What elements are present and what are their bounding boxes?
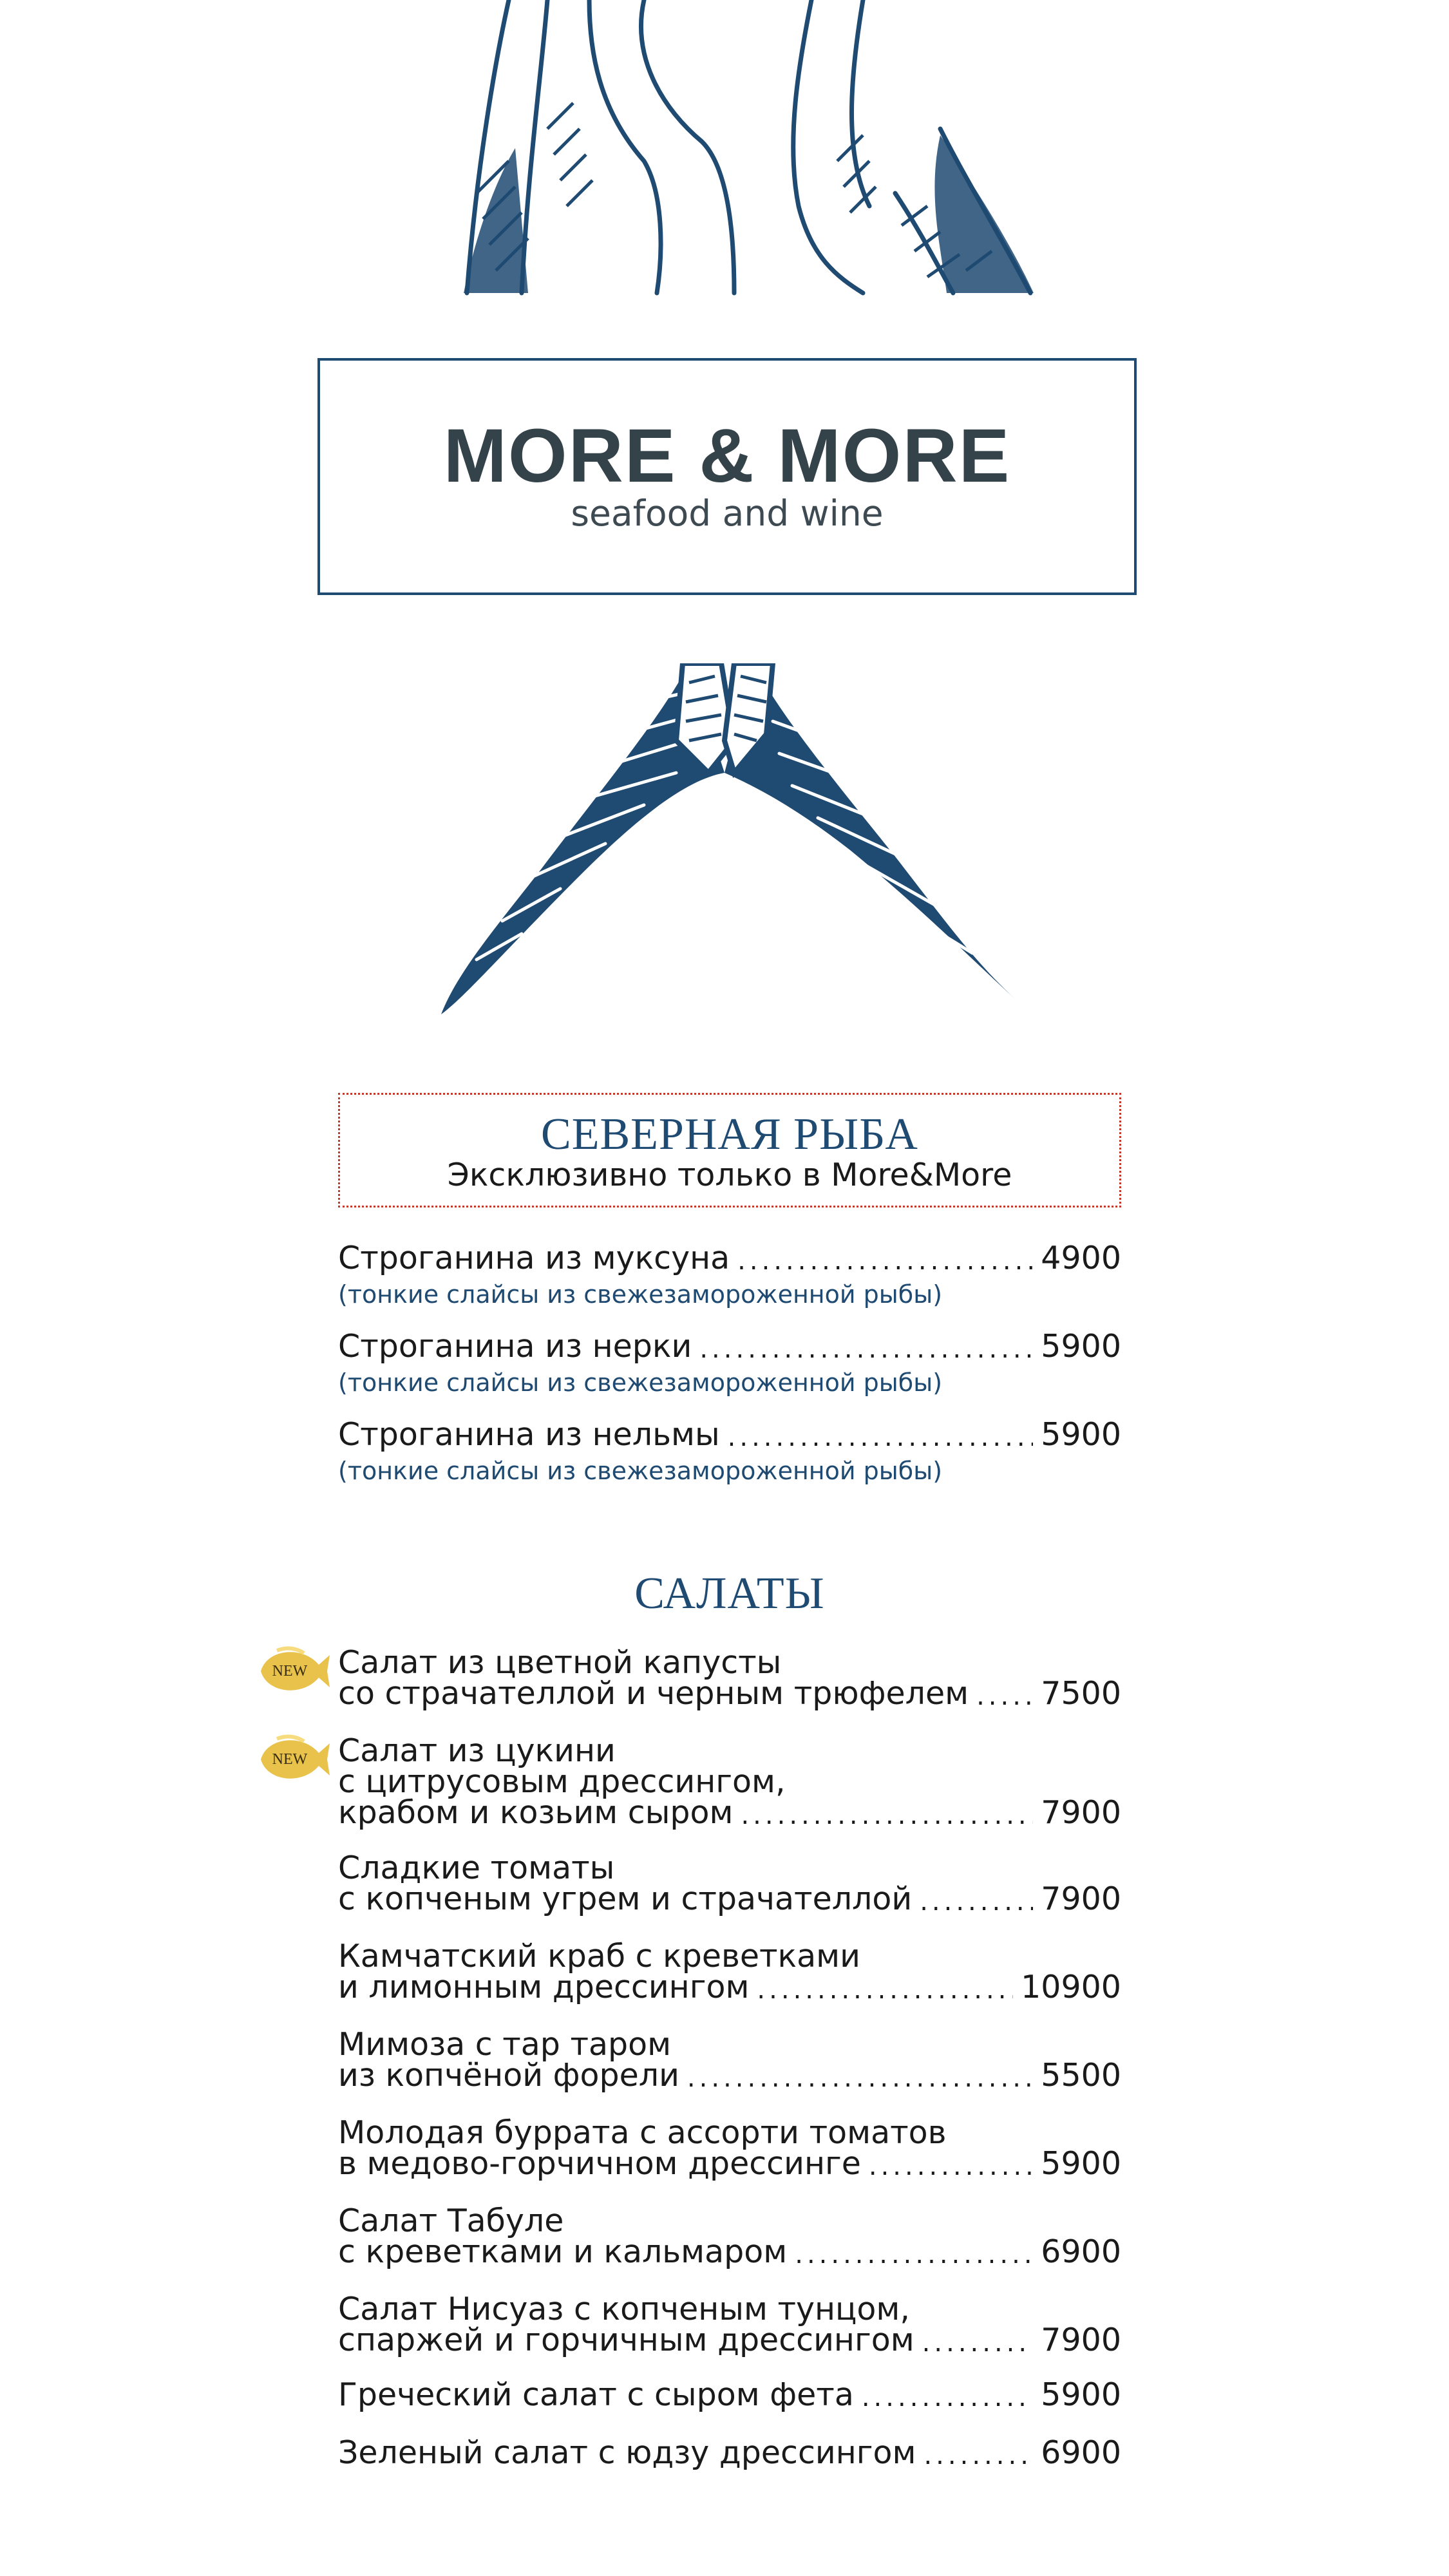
item-name-line: Сладкие томаты xyxy=(338,1850,615,1886)
menu-item xyxy=(338,2026,1121,2094)
menu-item xyxy=(338,1732,1121,1831)
menu-item xyxy=(338,2376,1121,2413)
dot-leader xyxy=(757,1977,1013,2003)
fish-tail-illustration-top xyxy=(451,0,1043,296)
item-name-line: с креветками и кальмаром xyxy=(338,2233,788,2270)
item-name-line: из копчёной форели xyxy=(338,2057,679,2094)
item-name: Строганина из нельмы xyxy=(338,1416,720,1453)
item-price: 7500 xyxy=(1041,1675,1121,1712)
item-name-line: со страчателлой и черным трюфелем xyxy=(338,1675,969,1712)
dot-leader xyxy=(862,2385,1033,2410)
dot-leader xyxy=(699,1336,1033,1362)
item-name-line: Камчатский краб с креветками xyxy=(338,1938,860,1975)
new-badge-label: NEW xyxy=(272,1662,308,1680)
item-price: 5900 xyxy=(1041,2145,1121,2182)
dot-leader xyxy=(920,1889,1033,1915)
dot-leader xyxy=(795,2242,1033,2268)
new-badge xyxy=(258,1734,332,1785)
dot-leader xyxy=(737,1248,1033,1274)
menu-item xyxy=(338,2202,1121,2270)
dot-leader xyxy=(976,1683,1033,1709)
menu-item xyxy=(338,1938,1121,2005)
item-price: 7900 xyxy=(1041,1794,1121,1831)
section-title-salads: САЛАТЫ xyxy=(634,1569,825,1618)
item-name: Строганина из муксуна xyxy=(338,1240,730,1276)
dot-leader xyxy=(869,2154,1033,2179)
item-name: Греческий салат с сыром фета xyxy=(338,2376,854,2413)
section-subtitle: Эксклюзивно только в More&More xyxy=(447,1157,1012,1193)
restaurant-name: MORE & MORE xyxy=(443,413,1011,498)
menu-item xyxy=(338,2434,1121,2471)
item-note: (тонкие слайсы из свежезамороженной рыбы) xyxy=(338,1457,943,1485)
section-title: СЕВЕРНАЯ РЫБА xyxy=(541,1110,918,1159)
menu-item xyxy=(338,1644,1121,1712)
item-name-line: Молодая буррата с ассорти томатов xyxy=(338,2114,947,2151)
item-name-line: Салат Табуле xyxy=(338,2202,564,2239)
new-badge-label: NEW xyxy=(272,1750,308,1768)
item-price: 6900 xyxy=(1041,2233,1121,2270)
item-name-line: Салат Нисуаз с копченым тунцом, xyxy=(338,2291,910,2327)
dot-leader xyxy=(741,1803,1033,1828)
item-name-line: Мимоза с тар таром xyxy=(338,2026,672,2063)
item-price: 7900 xyxy=(1041,2322,1121,2358)
menu-item xyxy=(338,2291,1121,2358)
dot-leader xyxy=(687,2065,1033,2091)
item-name-line: в медово-горчичном дрессинге xyxy=(338,2145,861,2182)
item-name-line: крабом и козьим сыром xyxy=(338,1794,734,1831)
dot-leader xyxy=(728,1425,1034,1450)
item-price: 5500 xyxy=(1041,2057,1121,2094)
item-price: 5900 xyxy=(1041,2376,1121,2413)
item-note: (тонкие слайсы из свежезамороженной рыбы) xyxy=(338,1280,943,1309)
section-header-northern-fish xyxy=(338,1093,1121,1208)
menu-item xyxy=(338,1416,1121,1485)
restaurant-tagline: seafood and wine xyxy=(571,493,884,534)
item-name-line: с копченым угрем и страчателлой xyxy=(338,1880,913,1917)
item-name-line: и лимонным дрессингом xyxy=(338,1969,750,2005)
item-price: 5900 xyxy=(1041,1328,1121,1365)
item-price: 6900 xyxy=(1041,2434,1121,2471)
item-name: Зеленый салат с юдзу дрессингом xyxy=(338,2434,916,2471)
new-badge xyxy=(258,1645,332,1697)
item-price: 10900 xyxy=(1021,1969,1121,2005)
item-price: 4900 xyxy=(1041,1240,1121,1276)
item-name-line: Салат из цветной капусты xyxy=(338,1644,782,1681)
fish-tail-illustration xyxy=(431,663,1024,1024)
menu-item xyxy=(338,2114,1121,2182)
item-price: 7900 xyxy=(1041,1880,1121,1917)
menu-item xyxy=(338,1328,1121,1397)
item-name-line: Салат из цукини xyxy=(338,1732,616,1769)
menu-item xyxy=(338,1850,1121,1917)
item-name-line: спаржей и горчичным дрессингом xyxy=(338,2322,914,2358)
item-name: Строганина из нерки xyxy=(338,1328,692,1365)
menu-item xyxy=(338,1240,1121,1309)
dot-leader xyxy=(923,2443,1033,2468)
item-note: (тонкие слайсы из свежезамороженной рыбы) xyxy=(338,1368,943,1397)
dot-leader xyxy=(922,2330,1034,2356)
item-price: 5900 xyxy=(1041,1416,1121,1453)
logo-box xyxy=(317,358,1137,595)
item-name-line: с цитрусовым дрессингом, xyxy=(338,1763,786,1800)
